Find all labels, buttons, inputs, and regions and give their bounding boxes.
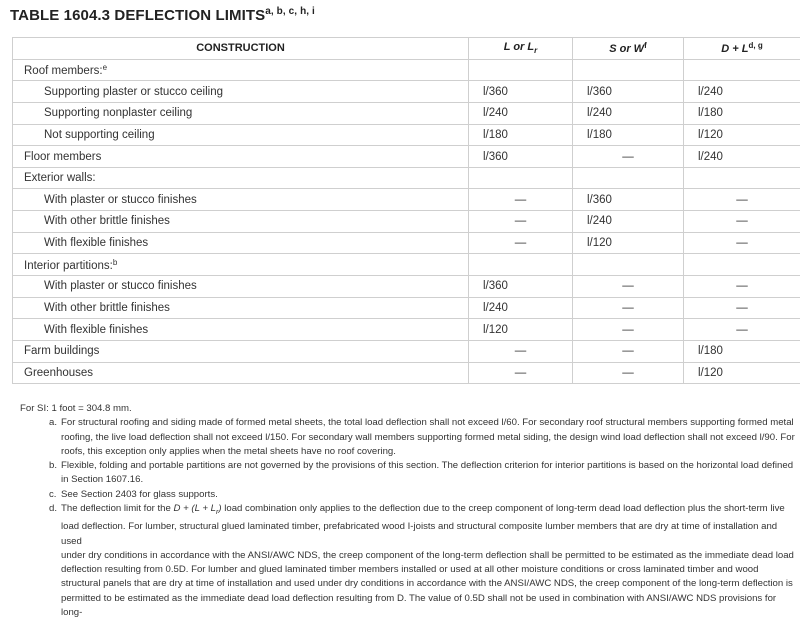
snow-wind-cell: — <box>573 276 684 298</box>
table-header-row <box>13 38 800 60</box>
table-row <box>13 254 800 276</box>
header-dead-plus-live-load: D + L$^{d, g}$ <box>684 38 800 60</box>
dead-live-cell: l/120 <box>684 124 800 146</box>
table-row <box>13 340 800 362</box>
table-row <box>13 146 800 168</box>
dead-live-cell <box>684 59 800 81</box>
snow-wind-cell: — <box>573 340 684 362</box>
footnote-ref: b <box>113 258 117 267</box>
dead-live-cell: — <box>684 276 800 298</box>
live-load-cell: — <box>469 189 573 211</box>
snow-wind-cell: — <box>573 146 684 168</box>
snow-wind-cell: l/240 <box>573 102 684 124</box>
live-load-cell: l/240 <box>469 297 573 319</box>
footnote-d: d. The deflection limit for the $D + (L + L_r)$ load combination only applies to the deflection due to the creep component of long-term dead load deflection plus the short-term live load deflection. For lumber, structural glued laminated timber, prefabricated wood I-joists and structural composite lumber members that are dry at time of installation and used under dry conditions in accordance with the ANSI/AWC NDS, the creep component of the long-term deflection shall be permitted to be estimated as the immediate dead load deflection resulting from 0.5D. For lumber and glued laminated timber members installed or used at all other moisture conditions or cross laminated timber and wood structural panels that are dry at time of installation and used under dry conditions in accordance with the ANSI/AWC NDS, the creep component of the long-term deflection is permitted to be estimated as the immediate dead load deflection resulting from D. The value of 0.5D shall not be used in combination with ANSI/AWC NDS provisions for long- <box>20 502 798 620</box>
snow-wind-cell: l/180 <box>573 124 684 146</box>
live-load-cell <box>469 167 573 189</box>
construction-cell: Roof members:$^e$ <box>13 59 469 81</box>
construction-cell: With other brittle finishes <box>13 297 469 319</box>
live-load-cell: — <box>469 340 573 362</box>
deflection-limits-table <box>12 37 800 384</box>
header-construction: CONSTRUCTION <box>13 38 469 60</box>
header-live-load: L or $L_r$ <box>469 38 573 60</box>
table-row <box>13 59 800 81</box>
dead-live-cell <box>684 167 800 189</box>
table-row <box>13 211 800 233</box>
table-row <box>13 167 800 189</box>
construction-cell: Greenhouses <box>13 362 469 384</box>
live-load-cell: l/240 <box>469 102 573 124</box>
table-row <box>13 362 800 384</box>
table-row <box>13 189 800 211</box>
dead-live-cell: l/240 <box>684 146 800 168</box>
table-row <box>13 319 800 341</box>
snow-wind-cell: l/360 <box>573 189 684 211</box>
table-row <box>13 232 800 254</box>
si-conversion-note: For SI: 1 foot = 304.8 mm. <box>20 402 798 416</box>
live-load-cell: — <box>469 362 573 384</box>
table-body <box>13 59 800 384</box>
live-load-cell <box>469 59 573 81</box>
live-load-cell <box>469 254 573 276</box>
construction-cell: With flexible finishes <box>13 232 469 254</box>
snow-wind-cell <box>573 59 684 81</box>
live-load-cell: l/360 <box>469 81 573 103</box>
table-title: TABLE 1604.3 DEFLECTION LIMITS$^{a, b, c, h, i}$ <box>10 6 315 24</box>
dead-live-cell <box>684 254 800 276</box>
dead-live-cell: — <box>684 297 800 319</box>
construction-cell: Interior partitions:$^b$ <box>13 254 469 276</box>
live-load-cell: — <box>469 232 573 254</box>
snow-wind-cell: — <box>573 362 684 384</box>
dead-live-cell: l/180 <box>684 340 800 362</box>
live-load-cell: l/360 <box>469 146 573 168</box>
snow-wind-cell: — <box>573 319 684 341</box>
live-load-cell: — <box>469 211 573 233</box>
table-row <box>13 102 800 124</box>
snow-wind-cell: — <box>573 297 684 319</box>
dead-live-cell: — <box>684 319 800 341</box>
table-row <box>13 276 800 298</box>
dead-live-cell: — <box>684 211 800 233</box>
deflection-limits-table-wrap <box>12 37 800 384</box>
construction-cell: Farm buildings <box>13 340 469 362</box>
snow-wind-cell: l/120 <box>573 232 684 254</box>
footnote-a: a. For structural roofing and siding made of formed metal sheets, the total load deflection shall not exceed l/60. For secondary roof structural members supporting formed metal roofing, the live load deflection shall not exceed l/150. For secondary wall members supporting formed metal siding, the design wind load deflection shall not exceed l/90. For roofs, this exception only applies when the metal sheets have no roof covering. <box>20 416 798 459</box>
dead-live-cell: l/240 <box>684 81 800 103</box>
snow-wind-cell: l/360 <box>573 81 684 103</box>
footnote-c: c. See Section 2403 for glass supports. <box>20 488 798 502</box>
live-load-cell: l/120 <box>469 319 573 341</box>
dead-live-cell: l/120 <box>684 362 800 384</box>
snow-wind-cell <box>573 254 684 276</box>
dead-live-cell: — <box>684 232 800 254</box>
construction-cell: With flexible finishes <box>13 319 469 341</box>
table-row <box>13 81 800 103</box>
table-row <box>13 297 800 319</box>
construction-cell: Floor members <box>13 146 469 168</box>
construction-cell: With plaster or stucco finishes <box>13 276 469 298</box>
construction-cell: Supporting plaster or stucco ceiling <box>13 81 469 103</box>
live-load-cell: l/180 <box>469 124 573 146</box>
footnote-b: b. Flexible, folding and portable partitions are not governed by the provisions of this section. The deflection criterion for interior partitions is based on the horizontal load defined in Section 1607.16. <box>20 459 798 488</box>
snow-wind-cell: l/240 <box>573 211 684 233</box>
header-snow-wind-load: S or $W^f$ <box>573 38 684 60</box>
construction-cell: With other brittle finishes <box>13 211 469 233</box>
construction-cell: Exterior walls: <box>13 167 469 189</box>
construction-cell: With plaster or stucco finishes <box>13 189 469 211</box>
live-load-cell: l/360 <box>469 276 573 298</box>
dead-live-cell: — <box>684 189 800 211</box>
snow-wind-cell <box>573 167 684 189</box>
dead-live-cell: l/180 <box>684 102 800 124</box>
title-footnote-refs: a, b, c, h, i <box>265 6 315 17</box>
construction-cell: Not supporting ceiling <box>13 124 469 146</box>
table-notes <box>20 402 798 620</box>
table-row <box>13 124 800 146</box>
construction-cell: Supporting nonplaster ceiling <box>13 102 469 124</box>
footnote-ref: e <box>103 63 107 72</box>
